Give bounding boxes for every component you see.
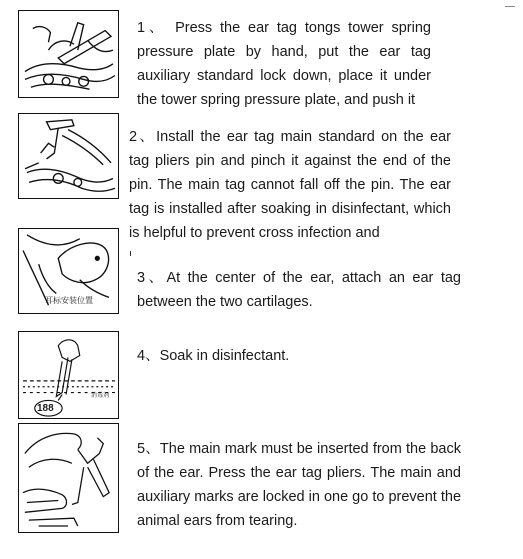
ear-position-caption: 耳标安装位置 [45,296,93,305]
step1-text: 1、 Press the ear tag tongs tower spring pressure plate by hand, put the ear tag auxiliary standard lock down, place it under the tower spring pressure plate, and push it [137,20,431,108]
step2-overflow-mark [130,251,131,256]
top-right-mark [505,6,515,7]
tag-number: 188 [37,403,54,414]
step4-text: 4、Soak in disinfectant. [137,348,290,364]
step5-text: 5、The main mark must be inserted from the back of the ear. Press the ear tag pliers. The main and auxiliary marks are locked in one go to prevent the animal ears from tearing. [137,441,462,529]
step2-text: 2、Install the ear tag main standard on the ear tag pliers pin and pinch it against the end of the pin. The main tag cannot fall off the pin. The ear tag is installed after soaking in disinfectant, which is helpful to prevent cross infection and [129,129,451,241]
disinfectant-caption: 消毒剂 [91,392,110,399]
step5-illustration [18,423,119,533]
step3-text: 3、At the center of the ear, attach an ear tag between the two cartilages. [137,270,461,310]
step2-illustration [18,113,119,199]
step4-illustration [18,331,119,419]
step1-illustration [18,10,119,98]
step3-illustration [18,228,119,314]
